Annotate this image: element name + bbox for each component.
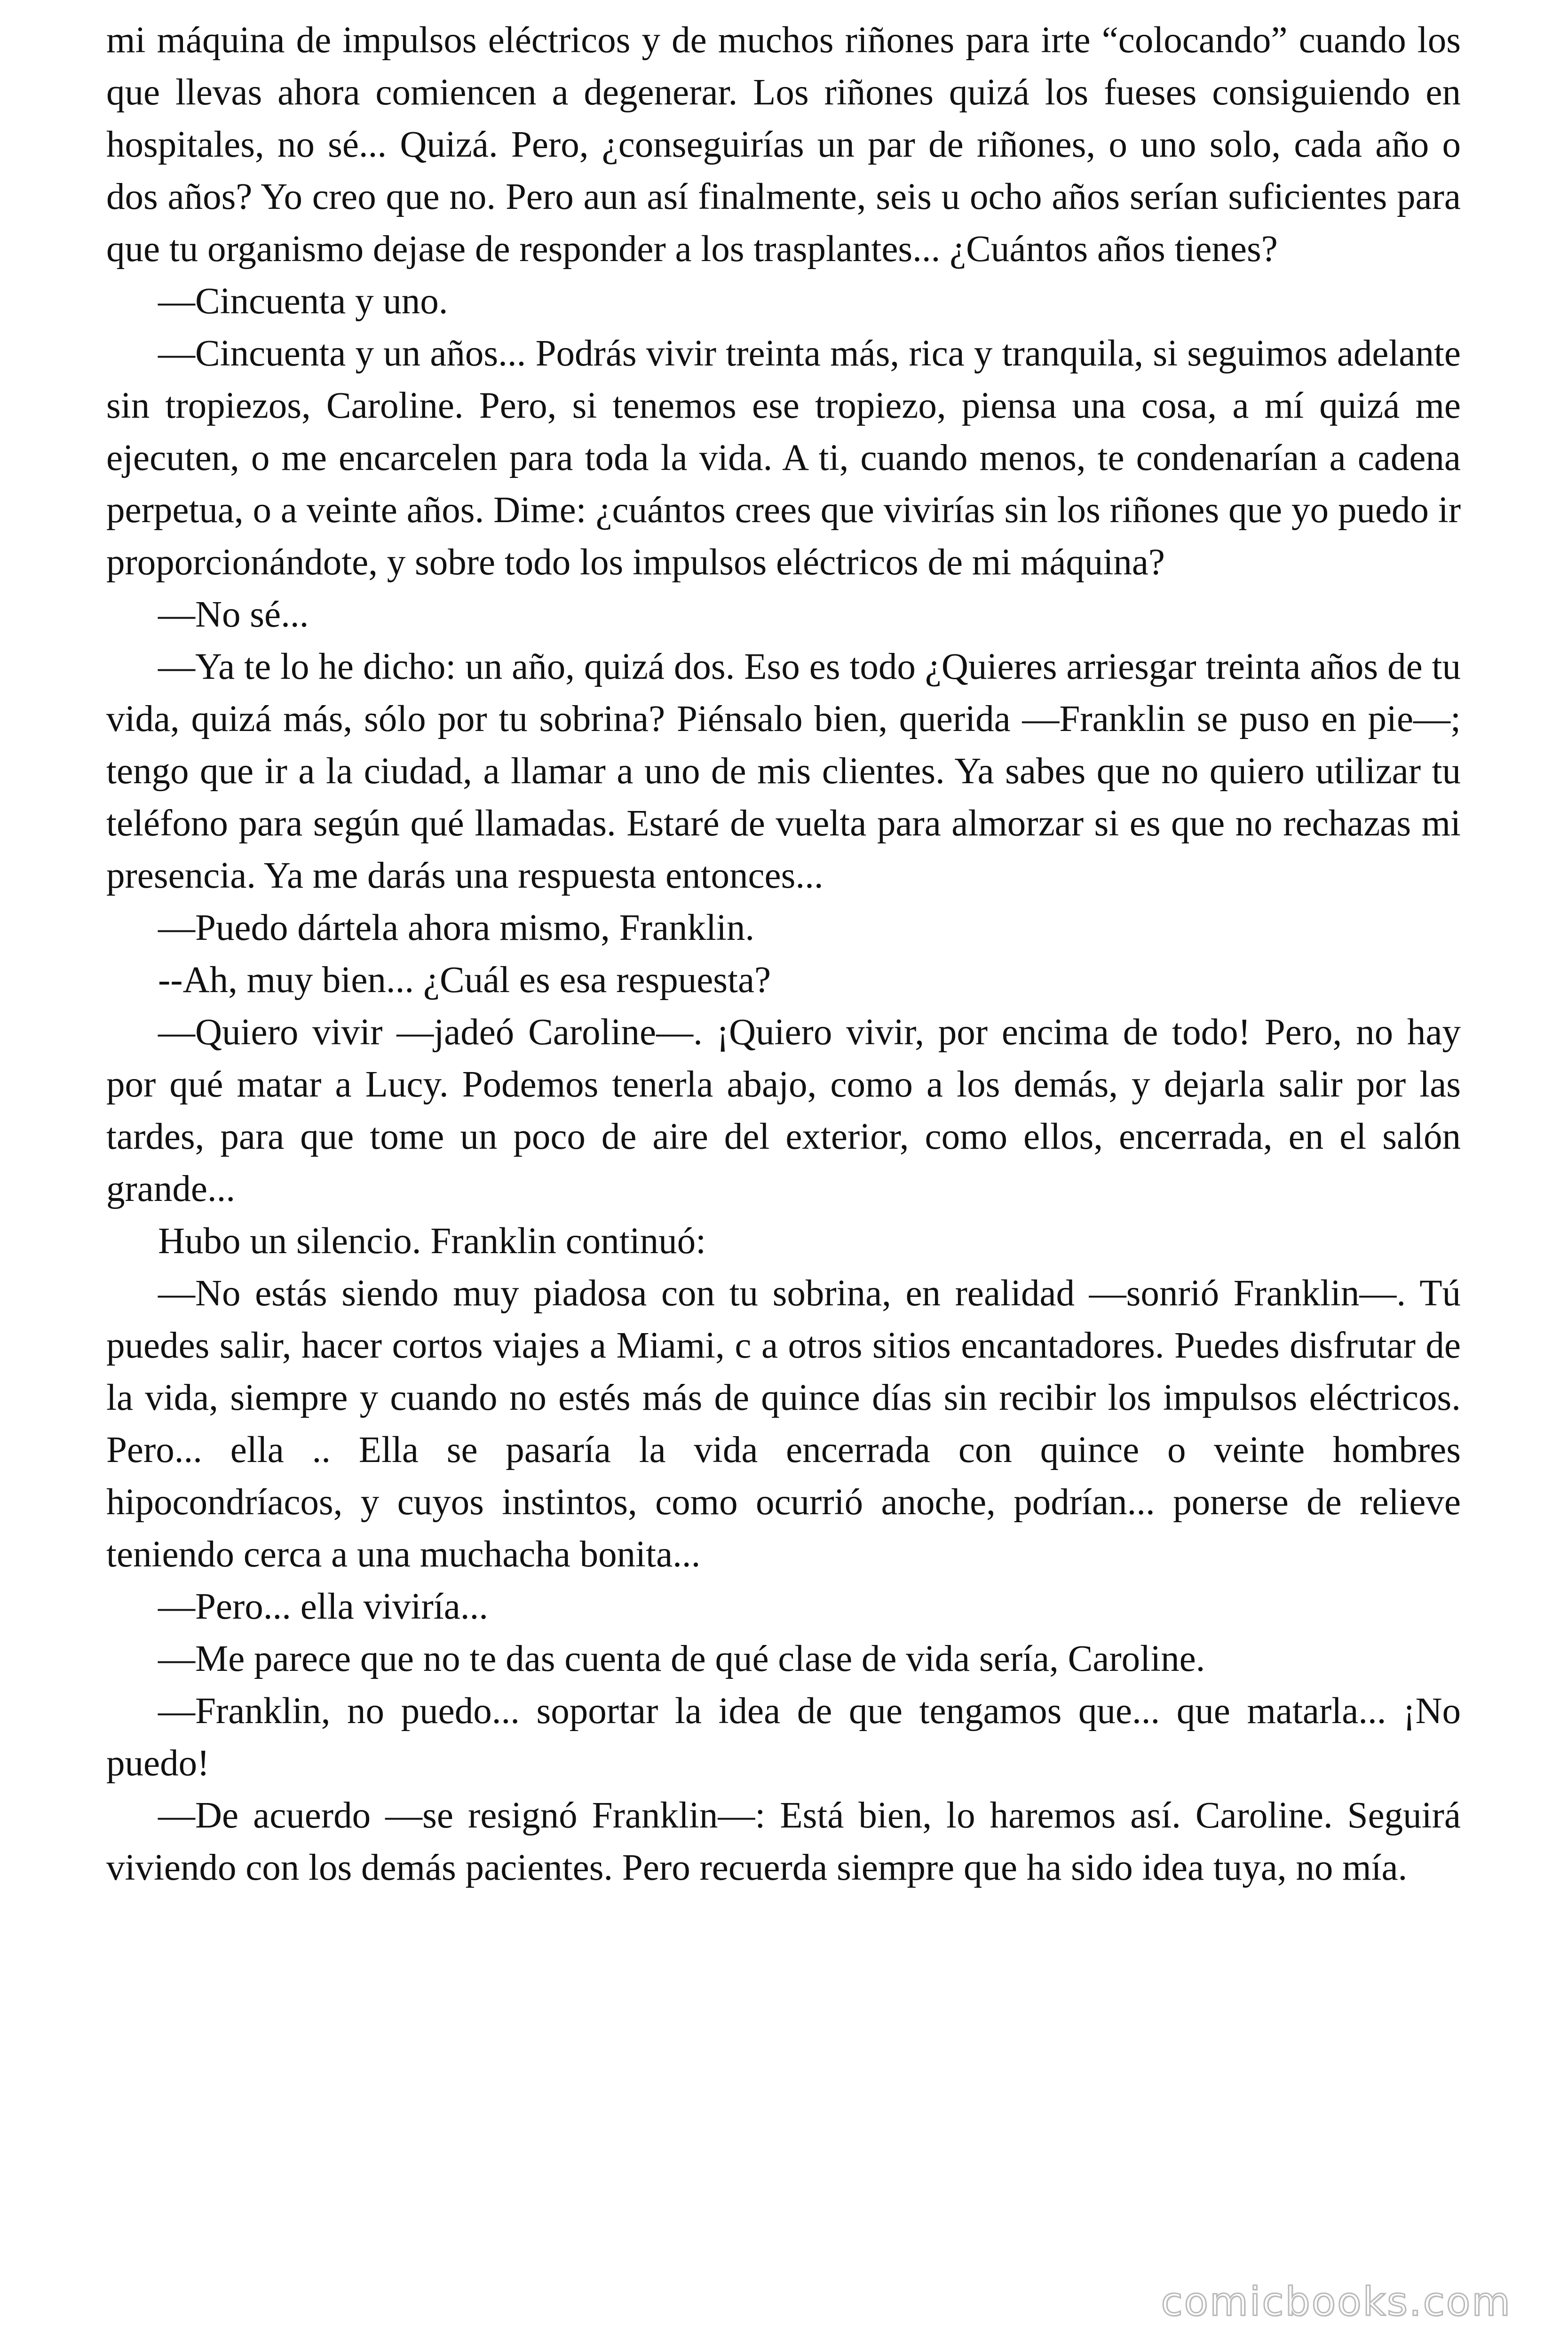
dialogue-paragraph: —De acuerdo —se resignó Franklin—: Está bien, lo haremos así. Caroline. Seguirá viviendo con los demás pacientes. Pero recuerda siempre que ha sido idea tuya, no mía.: [106, 1795, 1461, 1888]
paragraph-continuation: mi máquina de impulsos eléctricos y de muchos riñones para irte “colocando” cuando los que llevas ahora comiencen a degenerar. Los riñones quizá los fueses consiguiendo en hospitales, no sé... Quizá. Pero, ¿conseguirías un par de riñones, o uno solo, cada año o dos años? Yo creo que no. Pero aun así finalmente, seis u ocho años serían suficientes para que tu organismo dejase de responder a los trasplantes... ¿Cuántos años tienes?: [106, 20, 1461, 270]
dialogue-paragraph: --Ah, muy bien... ¿Cuál es esa respuesta?: [158, 960, 771, 1001]
watermark: comicbooks.com: [1161, 2279, 1512, 2325]
dialogue-paragraph: —Quiero vivir —jadeó Caroline—. ¡Quiero vivir, por encima de todo! Pero, no hay por qué matar a Lucy. Podemos tenerla abajo, como a los demás, y dejarla salir por las tardes, para que tome un poco de aire del exterior, como ellos, encerrada, en el salón grande...: [106, 1012, 1461, 1209]
dialogue-paragraph: —No estás siendo muy piadosa con tu sobrina, en realidad —sonrió Franklin—. Tú puedes salir, hacer cortos viajes a Miami, c a otros sitios encantadores. Puedes disfrutar de la vida, siempre y cuando no estés más de quince días sin recibir los impulsos eléctricos. Pero... ella .. Ella se pasaría la vida encerrada con quince o veinte hombres hipocondríacos, y cuyos instintos, como ocurrió anoche, podrían... ponerse de relieve teniendo cerca a una muchacha bonita...: [106, 1273, 1461, 1575]
dialogue-paragraph: —Pero... ella viviría...: [158, 1586, 489, 1627]
dialogue-paragraph: —Cincuenta y uno.: [158, 281, 448, 322]
dialogue-paragraph: —Puedo dártela ahora mismo, Franklin.: [158, 907, 755, 948]
body-text: [106, 14, 1461, 1894]
dialogue-paragraph: —Cincuenta y un años... Podrás vivir treinta más, rica y tranquila, si seguimos adelante sin tropiezos, Caroline. Pero, si tenemos ese tropiezo, piensa una cosa, a mí quizá me ejecuten, o me encarcelen para toda la vida. A ti, cuando menos, te condenarían a cadena perpetua, o a veinte años. Dime: ¿cuántos crees que vivirías sin los riñones que yo puedo ir proporcionándote, y sobre todo los impulsos eléctricos de mi máquina?: [106, 333, 1461, 583]
dialogue-paragraph: —Ya te lo he dicho: un año, quizá dos. Eso es todo ¿Quieres arriesgar treinta años de tu vida, quizá más, sólo por tu sobrina? Piénsalo bien, querida —Franklin se puso en pie—; tengo que ir a la ciudad, a llamar a uno de mis clientes. Ya sabes que no quiero utilizar tu teléfono para según qué llamadas. Estaré de vuelta para almorzar si es que no rechazas mi presencia. Ya me darás una respuesta entonces...: [106, 646, 1461, 896]
dialogue-paragraph: —Franklin, no puedo... soportar la idea de que tengamos que... que matarla... ¡No puedo!: [106, 1691, 1461, 1784]
dialogue-paragraph: —Me parece que no te das cuenta de qué clase de vida sería, Caroline.: [158, 1638, 1205, 1679]
narration-paragraph: Hubo un silencio. Franklin continuó:: [158, 1221, 706, 1262]
dialogue-paragraph: —No sé...: [158, 594, 309, 635]
